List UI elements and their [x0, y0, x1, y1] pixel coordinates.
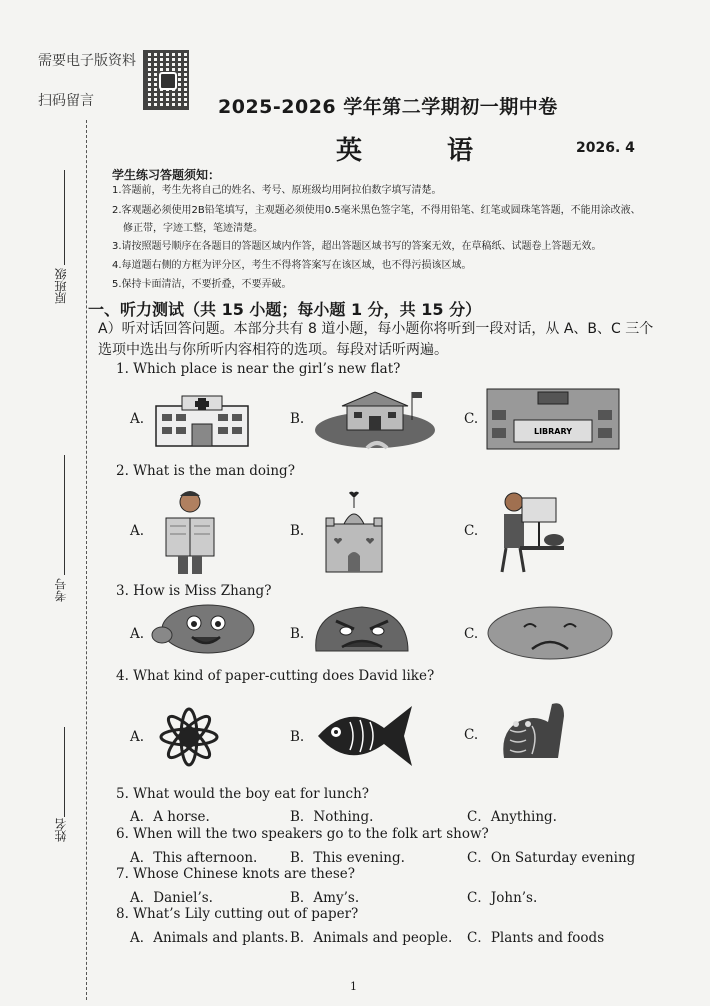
q8-option-a[interactable]: A．Animals and plants.: [130, 930, 289, 946]
promo-line-2: 扫码留言: [38, 93, 94, 109]
question-1: 1. Which place is near the girl’s new flat?: [116, 361, 401, 377]
q7-option-a[interactable]: A．Daniel’s.: [130, 890, 213, 906]
q4-option-b[interactable]: B.: [290, 729, 305, 745]
q2-option-b[interactable]: B.: [290, 523, 305, 539]
notice-title: 学生练习答题须知：: [112, 168, 221, 182]
q1-option-c[interactable]: C.: [464, 411, 479, 427]
notice-item: 2.客观题必须使用2B铅笔填写，主观题必须使用0.5毫米黑色签字笔，不得用铅笔、红笔或圆珠笔答题，不能用涂改液、: [112, 205, 641, 216]
sad-face-icon: [486, 605, 614, 661]
instruction-line-1: A）听对话回答问题。本部分共有 8 道小题，每小题你将听到一段对话，从 A、B、C 三个: [98, 321, 654, 337]
page-number: 1: [350, 980, 357, 993]
id-field-line: [64, 455, 65, 575]
library-sign: LIBRARY: [533, 427, 573, 436]
q5-option-a[interactable]: A．A horse.: [130, 809, 210, 825]
q5-option-c[interactable]: C．Anything.: [467, 809, 557, 825]
q6-option-b[interactable]: B．This evening.: [290, 850, 405, 866]
q2-option-c[interactable]: C.: [464, 523, 479, 539]
name-label: 姓名: [54, 818, 68, 842]
name-field-line: [64, 727, 65, 817]
q6-option-a[interactable]: A．This afternoon.: [130, 850, 258, 866]
q3-option-c[interactable]: C.: [464, 626, 479, 642]
notice-item: 3.请按照题号顺序在各题目的答题区域内作答，超出答题区域书写的答案无效，在草稿纸、试题卷上答题无效。: [112, 241, 602, 252]
fish-papercut-icon: [312, 698, 416, 772]
notice-item: 修正带，字迹工整，笔迹清楚。: [123, 223, 263, 234]
question-8: 8. What’s Lily cutting out of paper?: [116, 906, 359, 922]
class-field-line: [64, 170, 65, 265]
section-title: 一、听力测试（共 15 小题；每小题 1 分，共 15 分）: [88, 300, 482, 319]
question-5: 5. What would the boy eat for lunch?: [116, 786, 370, 802]
q6-option-c[interactable]: C．On Saturday evening: [467, 850, 636, 866]
qr-code-icon[interactable]: [143, 50, 189, 110]
notice-item: 4.每道题右侧的方框为评分区，考生不得将答案写在该区域，也不得污损该区域。: [112, 260, 472, 271]
man-reading-newspaper-icon: [160, 488, 220, 576]
question-6: 6. When will the two speakers go to the folk art show?: [116, 826, 489, 842]
notice-item: 5.保持卡面清洁，不要折叠，不要弄破。: [112, 279, 292, 290]
question-2: 2. What is the man doing?: [116, 463, 295, 479]
q8-option-b[interactable]: B．Animals and people.: [290, 930, 453, 946]
happy-face-icon: [150, 603, 256, 655]
q3-option-a[interactable]: A.: [130, 626, 145, 642]
q1-option-b[interactable]: B.: [290, 411, 305, 427]
instruction-line-2: 选项中选出与你所听内容相符的选项。每段对话听两遍。: [98, 342, 448, 358]
q3-option-b[interactable]: B.: [290, 626, 305, 642]
binding-dashed-line: [86, 120, 87, 1000]
flower-papercut-icon: [156, 704, 222, 770]
exam-title: 2025-2026 学年第二学期初一期中卷: [218, 96, 558, 118]
question-3: 3. How is Miss Zhang?: [116, 583, 272, 599]
angry-face-icon: [312, 605, 412, 655]
q4-option-a[interactable]: A.: [130, 729, 145, 745]
q8-option-c[interactable]: C．Plants and foods: [467, 930, 605, 946]
notice-item: 1.答题前，考生先将自己的姓名、考号、原班级均用阿拉伯数字填写清楚。: [112, 185, 442, 196]
subject-title: 英 语: [336, 136, 512, 166]
question-7: 7. Whose Chinese knots are these?: [116, 866, 356, 882]
q7-option-b[interactable]: B．Amy’s.: [290, 890, 360, 906]
castle-icon: [322, 490, 386, 574]
q2-option-a[interactable]: A.: [130, 523, 145, 539]
exam-date: 2026. 4: [576, 140, 635, 156]
library-icon: [486, 388, 620, 450]
person-at-computer-icon: [492, 488, 570, 576]
q4-option-c[interactable]: C.: [464, 727, 479, 743]
school-icon: [312, 390, 438, 450]
q7-option-c[interactable]: C．John’s.: [467, 890, 538, 906]
tiger-papercut-icon: [498, 700, 568, 762]
id-label: 考号: [54, 578, 68, 602]
promo-line-1: 需要电子版资料: [38, 53, 136, 69]
q5-option-b[interactable]: B．Nothing.: [290, 809, 374, 825]
question-4: 4. What kind of paper-cutting does David like?: [116, 668, 435, 684]
q1-option-a[interactable]: A.: [130, 411, 145, 427]
hospital-icon: [152, 392, 252, 448]
class-label: 原班级: [54, 268, 68, 304]
